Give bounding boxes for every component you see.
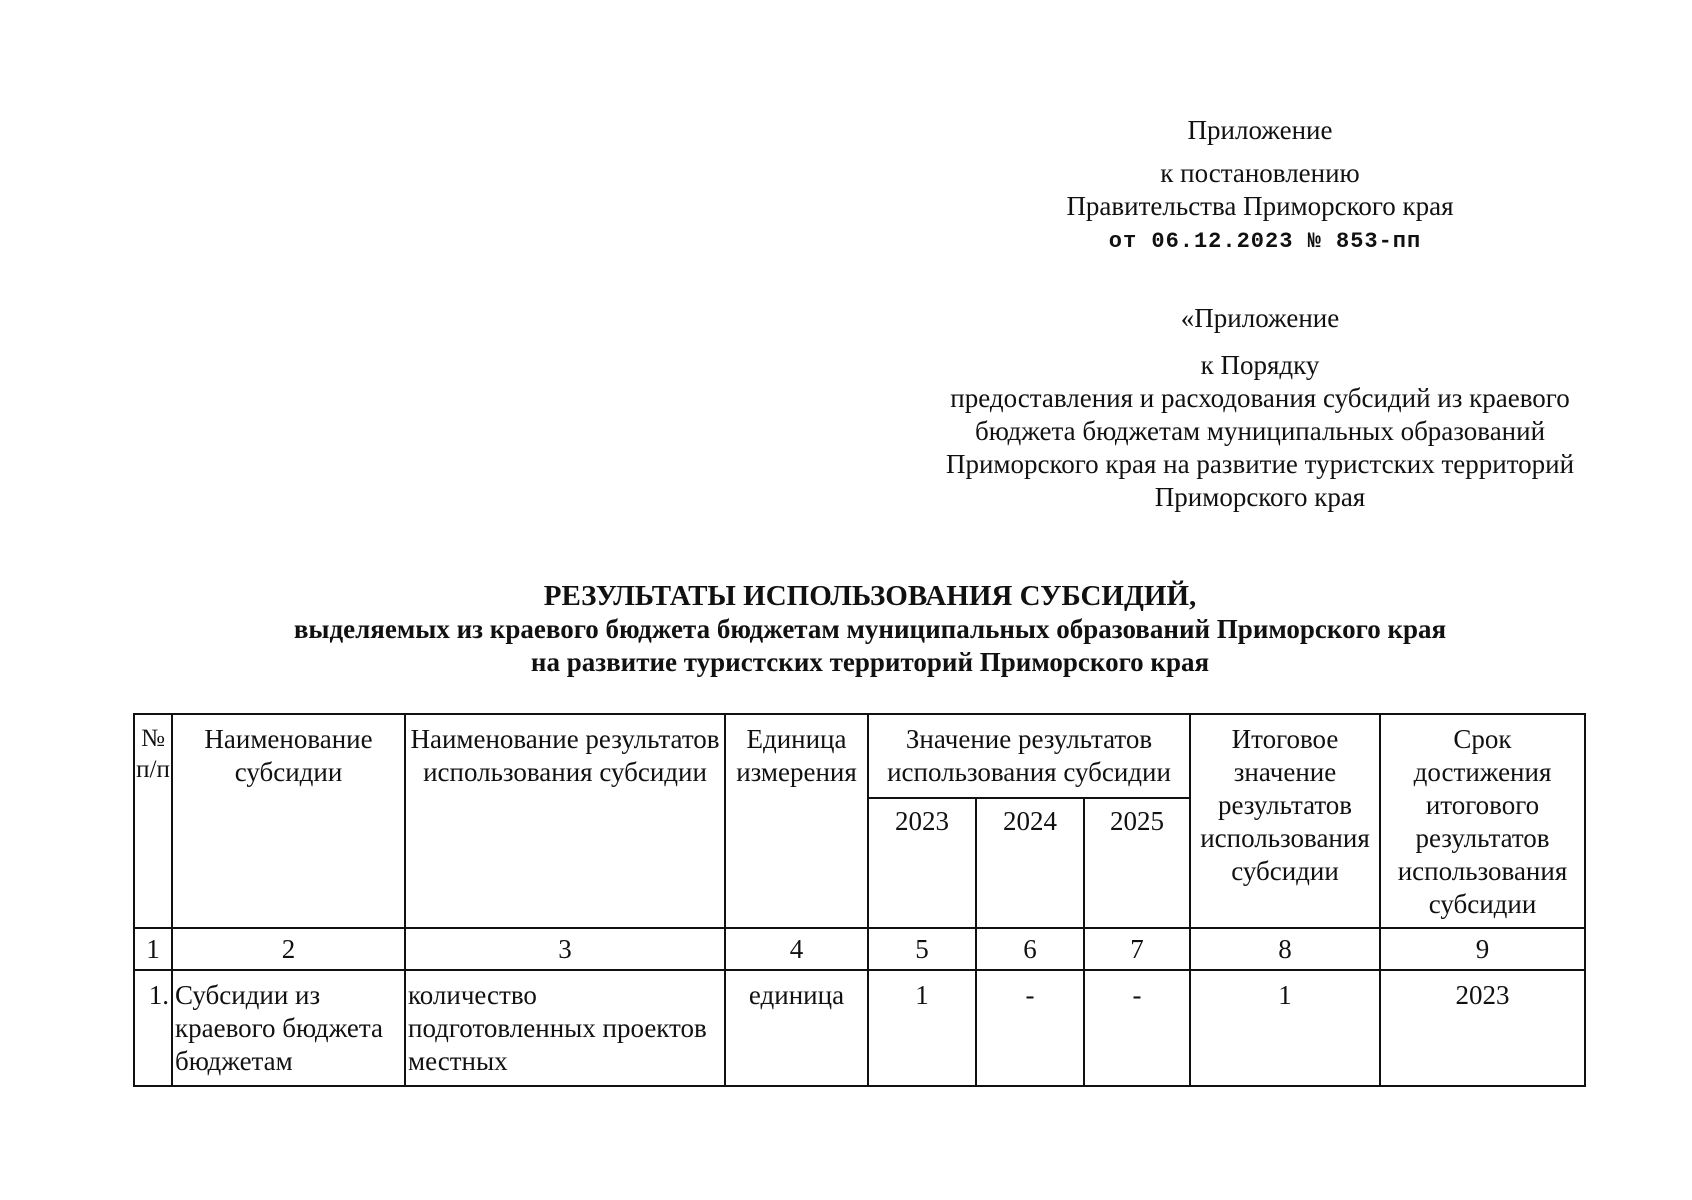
order-line: Приморского края на развитие туристских территорий bbox=[945, 449, 1575, 479]
column-number: 6 bbox=[976, 928, 1084, 970]
cell-deadline: 2023 bbox=[1380, 970, 1585, 1086]
header-final-value: Итоговое значение результатов использования субсидии bbox=[1190, 714, 1380, 928]
header-result-name: Наименование результатов использования субсидии bbox=[405, 714, 725, 928]
order-title: «Приложение bbox=[1180, 303, 1340, 333]
document-title bbox=[130, 580, 1610, 679]
header-year-2024: 2024 bbox=[976, 798, 1084, 928]
cell-value-2025: - bbox=[1084, 970, 1190, 1086]
column-number: 4 bbox=[725, 928, 868, 970]
approval-date-stamp: от 06.12.2023 № 853-пп bbox=[1108, 229, 1422, 254]
cell-num: 1. bbox=[134, 970, 172, 1086]
cell-value-2023: 1 bbox=[868, 970, 976, 1086]
order-block bbox=[920, 302, 1600, 514]
approval-line: к постановлению bbox=[1160, 158, 1360, 188]
order-line: бюджета бюджетам муниципальных образований bbox=[974, 416, 1546, 446]
column-number: 7 bbox=[1084, 928, 1190, 970]
cell-final-value: 1 bbox=[1190, 970, 1380, 1086]
results-table bbox=[133, 713, 1586, 1087]
approval-title: Приложение bbox=[1187, 115, 1333, 145]
header-num: № п/п bbox=[134, 714, 172, 928]
table-header-row bbox=[134, 714, 1585, 798]
header-year-2023: 2023 bbox=[868, 798, 976, 928]
column-number: 1 bbox=[134, 928, 172, 970]
approval-line: Правительства Приморского края bbox=[1066, 191, 1454, 221]
header-unit: Единица измерения bbox=[725, 714, 868, 928]
header-year-2025: 2025 bbox=[1084, 798, 1190, 928]
column-number: 9 bbox=[1380, 928, 1585, 970]
order-line: предоставления и расходования субсидий из краевого bbox=[950, 383, 1570, 413]
cell-subsidy-name: Субсидии из краевого бюджета бюджетам bbox=[172, 970, 405, 1086]
header-values: Значение результатов использования субсидии bbox=[868, 714, 1190, 798]
header-deadline: Срок достижения итогового результатов использования субсидии bbox=[1380, 714, 1585, 928]
order-line: к Порядку bbox=[1200, 350, 1320, 380]
column-number: 5 bbox=[868, 928, 976, 970]
cell-unit: единица bbox=[725, 970, 868, 1086]
column-number: 3 bbox=[405, 928, 725, 970]
title-subline: на развитие туристских территорий Приморского края bbox=[530, 647, 1210, 677]
title-subline: выделяемых из краевого бюджета бюджетам муниципальных образований Приморского края bbox=[293, 614, 1447, 644]
title-main: РЕЗУЛЬТАТЫ ИСПОЛЬЗОВАНИЯ СУБСИДИЙ, bbox=[543, 580, 1197, 612]
table-row bbox=[134, 970, 1585, 1086]
column-number: 2 bbox=[172, 928, 405, 970]
column-number: 8 bbox=[1190, 928, 1380, 970]
cell-result-name: количество подготовленных проектов местных bbox=[405, 970, 725, 1086]
table-column-numbers-row bbox=[134, 928, 1585, 970]
order-line: Приморского края bbox=[1154, 482, 1366, 512]
approval-block bbox=[1040, 114, 1480, 258]
cell-value-2024: - bbox=[976, 970, 1084, 1086]
header-subsidy-name: Наименование субсидии bbox=[172, 714, 405, 928]
